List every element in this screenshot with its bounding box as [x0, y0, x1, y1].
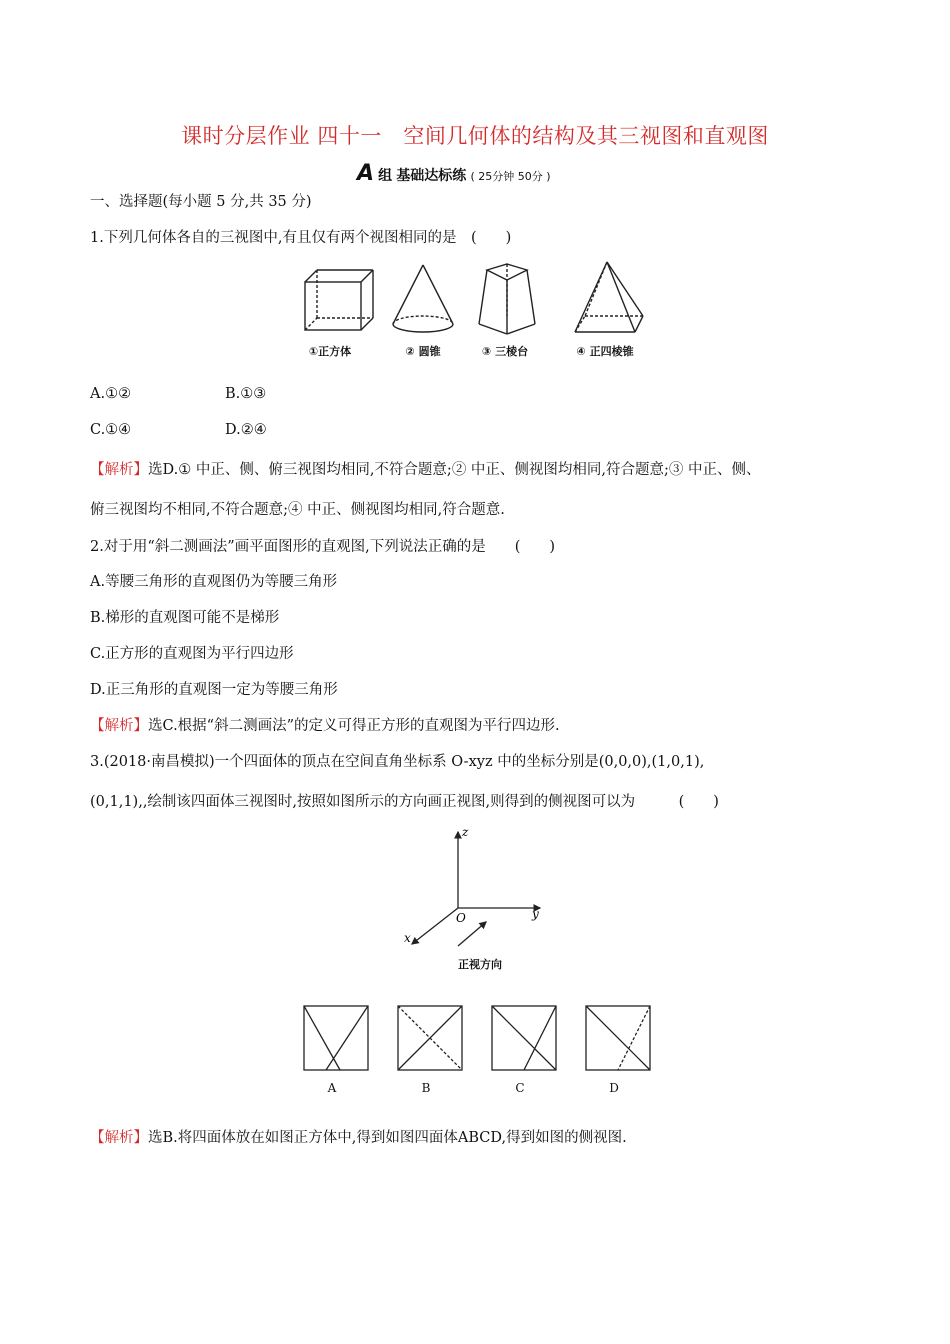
page-title: 课时分层作业 四十一 空间几何体的结构及其三视图和直观图 — [181, 124, 769, 148]
q1-analysis-text: 选D.① 中正、侧、俯三视图均相同,不符合题意;② 中正、侧视图均相同,符合题意;③ 中正、侧、 — [148, 462, 761, 478]
q3-analysis — [90, 1126, 627, 1147]
q2-analysis — [90, 714, 560, 735]
fig-label-cube: ①正方体 — [308, 345, 352, 358]
badge-letter: A — [357, 161, 375, 186]
time-score: ( 25分钟 50分 ) — [470, 170, 551, 183]
q2-option-a: A.等腰三角形的直观图仍为等腰三角形 — [90, 574, 338, 590]
q1-analysis — [90, 458, 761, 479]
analysis-tag: 【解析】 — [90, 1130, 148, 1146]
option-c-label: C — [515, 1081, 525, 1095]
q2-option-c: C.正方形的直观图为平行四边形 — [90, 646, 294, 662]
axis-y-label: y — [532, 907, 539, 921]
option-c-figure — [492, 1006, 556, 1070]
frustum-figure — [479, 264, 535, 334]
q2-option-b: B.梯形的直观图可能不是梯形 — [90, 610, 280, 626]
fig-label-frustum: ③ 三棱台 — [481, 345, 529, 358]
cone-figure — [393, 265, 453, 332]
q1-solids-figure — [295, 260, 655, 340]
option-a-label: A — [327, 1081, 337, 1095]
q3-stem-line2: (0,1,1),,绘制该四面体三视图时,按照如图所示的方向画正视图,则得到的侧视图可以为 ( ) — [90, 794, 719, 810]
analysis-tag: 【解析】 — [90, 718, 148, 734]
option-d-figure — [586, 1006, 650, 1070]
q1-option-b: B.①③ — [225, 386, 267, 402]
section-subheader — [357, 161, 551, 186]
q2-analysis-text: 选C.根据“斜二测画法”的定义可得正方形的直观图为平行四边形. — [148, 718, 560, 734]
q1-analysis-cont: 俯三视图均不相同,不符合题意;④ 中正、侧视图均相同,符合题意. — [90, 502, 505, 518]
q1-stem: 1.下列几何体各自的三视图中,有且仅有两个视图相同的是 ( ) — [90, 230, 512, 246]
option-a-figure — [304, 1006, 368, 1070]
direction-label: 正视方向 — [458, 958, 502, 971]
q2-option-d: D.正三角形的直观图一定为等腰三角形 — [90, 682, 338, 698]
q3-analysis-text: 选B.将四面体放在如图正方体中,得到如图四面体ABCD,得到如图的侧视图. — [148, 1130, 627, 1146]
option-b-label: B — [421, 1081, 431, 1095]
pyramid-figure — [575, 262, 643, 332]
q1-option-d: D.②④ — [225, 422, 267, 438]
analysis-tag: 【解析】 — [90, 462, 148, 478]
axis-figure — [400, 822, 560, 952]
q3-stem-line1: 3.(2018·南昌模拟)一个四面体的顶点在空间直角坐标系 O-xyz 中的坐标分别是(0,0,0),(1,0,1), — [90, 754, 705, 770]
option-b-figure — [398, 1006, 462, 1070]
cube-figure — [305, 270, 373, 330]
axis-x-label: x — [404, 931, 411, 945]
fig-label-pyramid: ④ 正四棱锥 — [576, 345, 634, 358]
q1-option-c: C.①④ — [90, 422, 132, 438]
section-name: 基础达标练 — [396, 168, 467, 184]
q2-stem: 2.对于用“斜二测画法”画平面图形的直观图,下列说法正确的是 ( ) — [90, 539, 556, 555]
axis-origin-label: O — [456, 911, 466, 925]
badge-text: 组 — [378, 168, 393, 184]
option-d-label: D — [609, 1081, 619, 1095]
axis-z-label: z — [462, 825, 469, 839]
q3-options-figure — [300, 1002, 660, 1074]
section-heading: 一、选择题(每小题 5 分,共 35 分) — [90, 194, 312, 210]
q1-option-a: A.①② — [90, 386, 132, 402]
fig-label-cone: ② 圆锥 — [405, 345, 441, 358]
